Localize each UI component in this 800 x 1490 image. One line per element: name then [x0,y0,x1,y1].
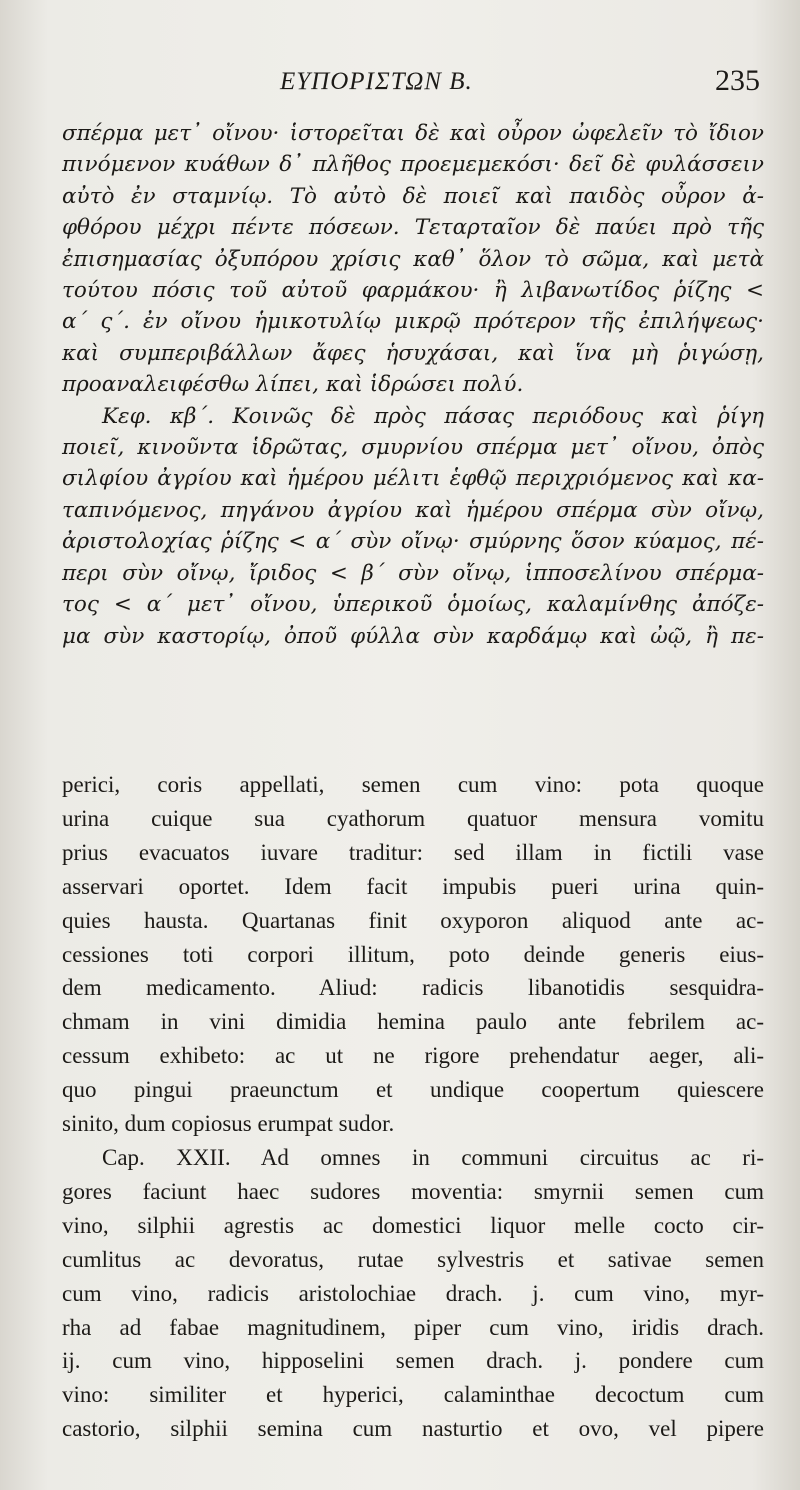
greek-line: αὐτὸ ἐν σταμνίῳ. Τὸ αὐτὸ δὲ ποιεῖ καὶ παιδὸς οὖρον ἀ- [62,183,764,209]
latin-line: cessiones toti corpori illitum, poto deinde generis eius- [62,941,764,967]
greek-line: τος < α´ μετ᾽ οἴνου, ὑπερικοῦ ὁμοίως, καλαμίνθης ἀπόζε- [62,592,764,618]
latin-line: vino, silphii agrestis ac domestici liquor melle cocto cir- [62,1212,764,1238]
latin-text-block [62,768,764,1446]
greek-line: ἀριστολοχίας ῥίζης < α´ σὺν οἴνῳ· σμύρνης ὅσον κύαμος, πέ- [62,529,764,555]
greek-line: καὶ συμπεριβάλλων ἄφες ἡσυχάσαι, καὶ ἵνα μὴ ῥιγώσῃ, [62,340,764,366]
greek-line: σπέρμα μετ᾽ οἴνου· ἱστορεῖται δὲ καὶ οὖρον ὠφελεῖν τὸ ἴδιον [62,121,764,146]
running-title: ΕΥΠΟΡΙΣΤΩΝ Β. [280,68,473,95]
page-number: 235 [715,64,760,97]
greek-text-block [62,118,764,652]
greek-line: πινόμενον κυάθων δ᾽ πλῆθος προεμεμεκόσι· δεῖ δὲ φυλάσσειν [62,152,764,178]
latin-line: dem medicamento. Aliud: radicis libanotidis sesquidra- [62,975,764,1001]
latin-line: sinito, dum copiosus erumpat sudor. [62,1111,395,1137]
latin-chapter-heading-line: Cap. XXII. Ad omnes in communi circuitus ac ri- [102,1144,764,1170]
latin-line: vino: similiter et hyperici, calaminthae decoctum cum [62,1382,764,1408]
latin-line: gores faciunt haec sudores moventia: smyrnii semen cum [62,1178,764,1204]
greek-line: μα σὺν καστορίῳ, ὀποῦ φύλλα σὺν καρδάμῳ καὶ ὠῷ, ἢ πε- [62,623,764,649]
latin-line: asservari oportet. Idem facit impubis pueri urina quin- [62,873,764,899]
latin-line: cessum exhibeto: ac ut ne rigore prehendatur aeger, ali- [62,1043,764,1069]
greek-line: ποιεῖ, κινοῦντα ἱδρῶτας, σμυρνίου σπέρμα μετ᾽ οἴνου, ὀπὸς [62,435,764,461]
greek-line: προαναλειφέσθω λίπει, καὶ ἱδρώσει πολύ. [62,372,524,398]
latin-line: quies hausta. Quartanas finit oxyporon aliquod ante ac- [62,907,764,933]
greek-line: ἐπισημασίας ὀξυπόρου χρίσις καθ᾽ ὅλον τὸ σῶμα, καὶ μετὰ [62,246,764,272]
latin-line: rha ad fabae magnitudinem, piper cum vino, iridis drach. [62,1314,764,1340]
latin-line: cumlitus ac devoratus, rutae sylvestris et sativae semen [62,1246,764,1272]
latin-line: quo pingui praeunctum et undique coopertum quiescere [62,1077,764,1103]
latin-line: ij. cum vino, hipposelini semen drach. j. pondere cum [62,1348,764,1374]
greek-line: περι σὺν οἴνῳ, ἴριδος < β´ σὺν οἴνῳ, ἱπποσελίνου σπέρμα- [62,560,764,586]
page-header [60,62,760,102]
latin-line: perici, coris appellati, semen cum vino: pota quoque [62,772,764,797]
latin-line: prius evacuatos iuvare traditur: sed illam in fictili vase [62,839,764,865]
greek-line: ταπινόμενος, πηγάνου ἀγρίου καὶ ἡμέρου σπέρμα σὺν οἴνῳ, [62,497,764,523]
latin-line: urina cuique sua cyathorum quatuor mensura vomitu [62,805,764,831]
greek-line: τούτου πόσις τοῦ αὐτοῦ φαρμάκου· ἢ λιβανωτίδος ῥίζης < [62,278,764,304]
latin-line: castorio, silphii semina cum nasturtio et ovo, vel pipere [62,1416,764,1442]
greek-chapter-heading-line: Κεφ. κβ´. Κοινῶς δὲ πρὸς πάσας περιόδους καὶ ῥίγη [102,403,764,429]
latin-line: chmam in vini dimidia hemina paulo ante febrilem ac- [62,1009,764,1035]
greek-line: φθόρου μέχρι πέντε πόσεων. Τεταρταῖον δὲ παύει πρὸ τῆς [62,215,764,241]
greek-line: σιλφίου ἀγρίου καὶ ἡμέρου μέλιτι ἑφθῷ περιχριόμενος καὶ κα- [62,466,764,492]
greek-line: α´ ς´. ἐν οἴνου ἡμικοτυλίῳ μικρῷ πρότερον τῆς ἐπιλήψεως· [62,309,764,335]
latin-line: cum vino, radicis aristolochiae drach. j. cum vino, myr- [62,1280,764,1306]
